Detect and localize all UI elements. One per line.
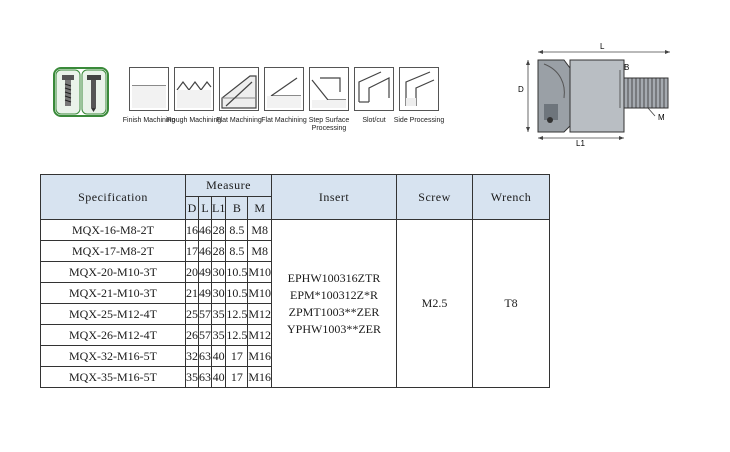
cell-l: 49 — [199, 283, 212, 304]
op-label: Slot/cut — [362, 117, 386, 124]
screw-wrench-icon — [53, 67, 109, 117]
header-d: D — [186, 197, 199, 220]
header-m: M — [248, 197, 272, 220]
cell-l1: 40 — [212, 367, 226, 388]
cell-b: 12.5 — [226, 304, 248, 325]
cell-spec: MQX-26-M12-4T — [41, 325, 186, 346]
finish-machining-icon — [129, 67, 169, 111]
cell-l: 63 — [199, 367, 212, 388]
dim-label-b: B — [624, 63, 630, 72]
op-label: Rough Machining — [166, 117, 222, 124]
cell-l: 46 — [199, 241, 212, 262]
cell-b: 10.5 — [226, 283, 248, 304]
cell-l: 63 — [199, 346, 212, 367]
cell-b: 8.5 — [226, 241, 248, 262]
insert-item: EPM*100312Z*R — [290, 287, 379, 302]
cell-l: 49 — [199, 262, 212, 283]
cell-spec: MQX-16-M8-2T — [41, 220, 186, 241]
header-l: L — [199, 197, 212, 220]
cell-l1: 35 — [212, 304, 226, 325]
dim-label-l1: L1 — [576, 139, 585, 148]
op-side-processing — [393, 67, 445, 125]
op-label: Flat Machining — [216, 117, 262, 124]
header-l1: L1 — [212, 197, 226, 220]
cell-spec: MQX-20-M10-3T — [41, 262, 186, 283]
op-label: Side Processing — [393, 117, 445, 124]
cell-m: M12 — [248, 304, 272, 325]
insert-item: EPHW100316ZTR — [287, 270, 381, 285]
dim-label-m: M — [658, 113, 665, 122]
cell-l: 57 — [199, 325, 212, 346]
cell-d: 32 — [186, 346, 199, 367]
op-label: Step Surface Processing — [308, 117, 350, 132]
header-measure: Measure — [186, 175, 272, 197]
header-screw: Screw — [397, 175, 473, 220]
cell-l1: 28 — [212, 220, 226, 241]
cell-spec: MQX-21-M10-3T — [41, 283, 186, 304]
slot-cut-icon — [354, 67, 394, 111]
cutter-dimension-drawing — [510, 40, 680, 148]
cell-spec: MQX-25-M12-4T — [41, 304, 186, 325]
cell-spec: MQX-35-M16-5T — [41, 367, 186, 388]
cell-d: 20 — [186, 262, 199, 283]
rough-machining-icon — [174, 67, 214, 111]
cell-d: 21 — [186, 283, 199, 304]
dim-label-l: L — [600, 42, 605, 51]
insert-item: YPHW1003**ZER — [287, 321, 382, 336]
cell-l1: 35 — [212, 325, 226, 346]
cell-d: 16 — [186, 220, 199, 241]
cell-m: M16 — [248, 367, 272, 388]
cell-d: 35 — [186, 367, 199, 388]
specification-table — [40, 174, 550, 388]
op-label: Flat Machining — [261, 117, 307, 124]
cell-l1: 30 — [212, 283, 226, 304]
cell-spec: MQX-17-M8-2T — [41, 241, 186, 262]
cell-m: M8 — [248, 220, 272, 241]
cell-insert — [272, 220, 397, 388]
cell-m: M16 — [248, 346, 272, 367]
insert-item: ZPMT1003**ZER — [288, 304, 380, 319]
cell-d: 26 — [186, 325, 199, 346]
cell-b: 10.5 — [226, 262, 248, 283]
side-processing-icon — [399, 67, 439, 111]
flat-machining-icon — [219, 67, 259, 111]
cell-m: M12 — [248, 325, 272, 346]
cell-m: M8 — [248, 241, 272, 262]
flat-machining-2-icon — [264, 67, 304, 111]
table-row — [41, 220, 550, 241]
cell-b: 8.5 — [226, 220, 248, 241]
header-wrench: Wrench — [473, 175, 550, 220]
dim-label-d: D — [518, 85, 524, 94]
cell-spec: MQX-32-M16-5T — [41, 346, 186, 367]
header-specification: Specification — [41, 175, 186, 220]
cell-b: 17 — [226, 346, 248, 367]
cell-l: 46 — [199, 220, 212, 241]
cell-b: 17 — [226, 367, 248, 388]
cell-d: 17 — [186, 241, 199, 262]
cell-l1: 40 — [212, 346, 226, 367]
step-surface-icon — [309, 67, 349, 111]
cell-l1: 28 — [212, 241, 226, 262]
cell-b: 12.5 — [226, 325, 248, 346]
cell-l1: 30 — [212, 262, 226, 283]
cell-l: 57 — [199, 304, 212, 325]
cell-wrench: T8 — [473, 220, 550, 388]
cell-d: 25 — [186, 304, 199, 325]
cell-screw: M2.5 — [397, 220, 473, 388]
cell-m: M10 — [248, 283, 272, 304]
header-b: B — [226, 197, 248, 220]
op-label: Finish Machining — [122, 117, 176, 124]
header-insert: Insert — [272, 175, 397, 220]
cell-m: M10 — [248, 262, 272, 283]
